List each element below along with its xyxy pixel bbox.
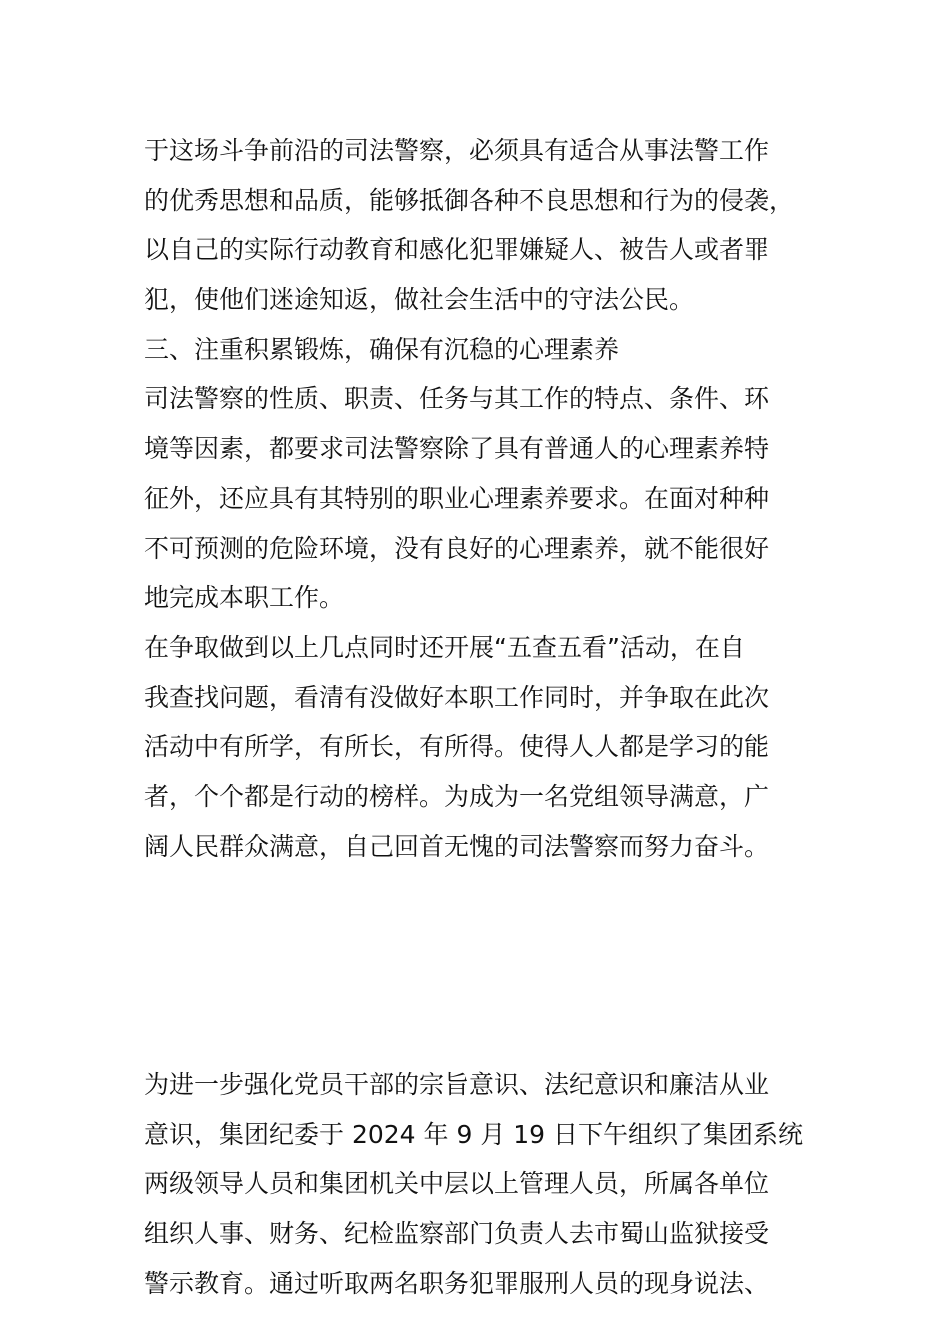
text-line: 者，个个都是行动的榜样。为成为一名党组领导满意，广 <box>144 781 770 811</box>
text-line: 征外，还应具有其特别的职业心理素养要求。在面对种种 <box>144 483 770 513</box>
text-line: 警示教育。通过听取两名职务犯罪服刑人员的现身说法、 <box>144 1268 770 1298</box>
text-line: 我查找问题，看清有没做好本职工作同时，并争取在此次 <box>144 682 770 712</box>
text-line: 司法警察的性质、职责、任务与其工作的特点、条件、环 <box>144 384 770 414</box>
text-line: 于这场斗争前沿的司法警察，必须具有适合从事法警工作 <box>144 136 770 165</box>
text-line: 为进一步强化党员干部的宗旨意识、法纪意识和廉洁从业 <box>144 1070 770 1099</box>
section-heading: 三、注重积累锻炼，确保有沉稳的心理素养 <box>144 334 620 364</box>
text-line: 阔人民群众满意，自己回首无愧的司法警察而努力奋斗。 <box>144 831 770 861</box>
text-line: 犯，使他们迷途知返，做社会生活中的守法公民。 <box>144 285 695 315</box>
text-line: 地完成本职工作。 <box>144 583 345 613</box>
text-section-2 <box>144 1060 824 1308</box>
text-section-1 <box>144 126 824 871</box>
text-line: 意识，集团纪委于 2024 年 9 月 19 日下午组织了集团系统 <box>144 1119 804 1149</box>
text-line: 境等因素，都要求司法警察除了具有普通人的心理素养特 <box>144 434 770 464</box>
text-line: 活动中有所学，有所长，有所得。使得人人都是学习的能 <box>144 732 770 762</box>
text-line: 不可预测的危险环境，没有良好的心理素养，就不能很好 <box>144 533 770 563</box>
text-line: 两级领导人员和集团机关中层以上管理人员，所属各单位 <box>144 1169 770 1199</box>
text-line: 的优秀思想和品质，能够抵御各种不良思想和行为的侵袭， <box>144 185 795 215</box>
text-line: 以自己的实际行动教育和感化犯罪嫌疑人、被告人或者罪 <box>144 235 770 265</box>
text-line: 组织人事、财务、纪检监察部门负责人去市蜀山监狱接受 <box>144 1219 770 1249</box>
text-line: 在争取做到以上几点同时还开展“五查五看”活动，在自 <box>144 632 745 662</box>
